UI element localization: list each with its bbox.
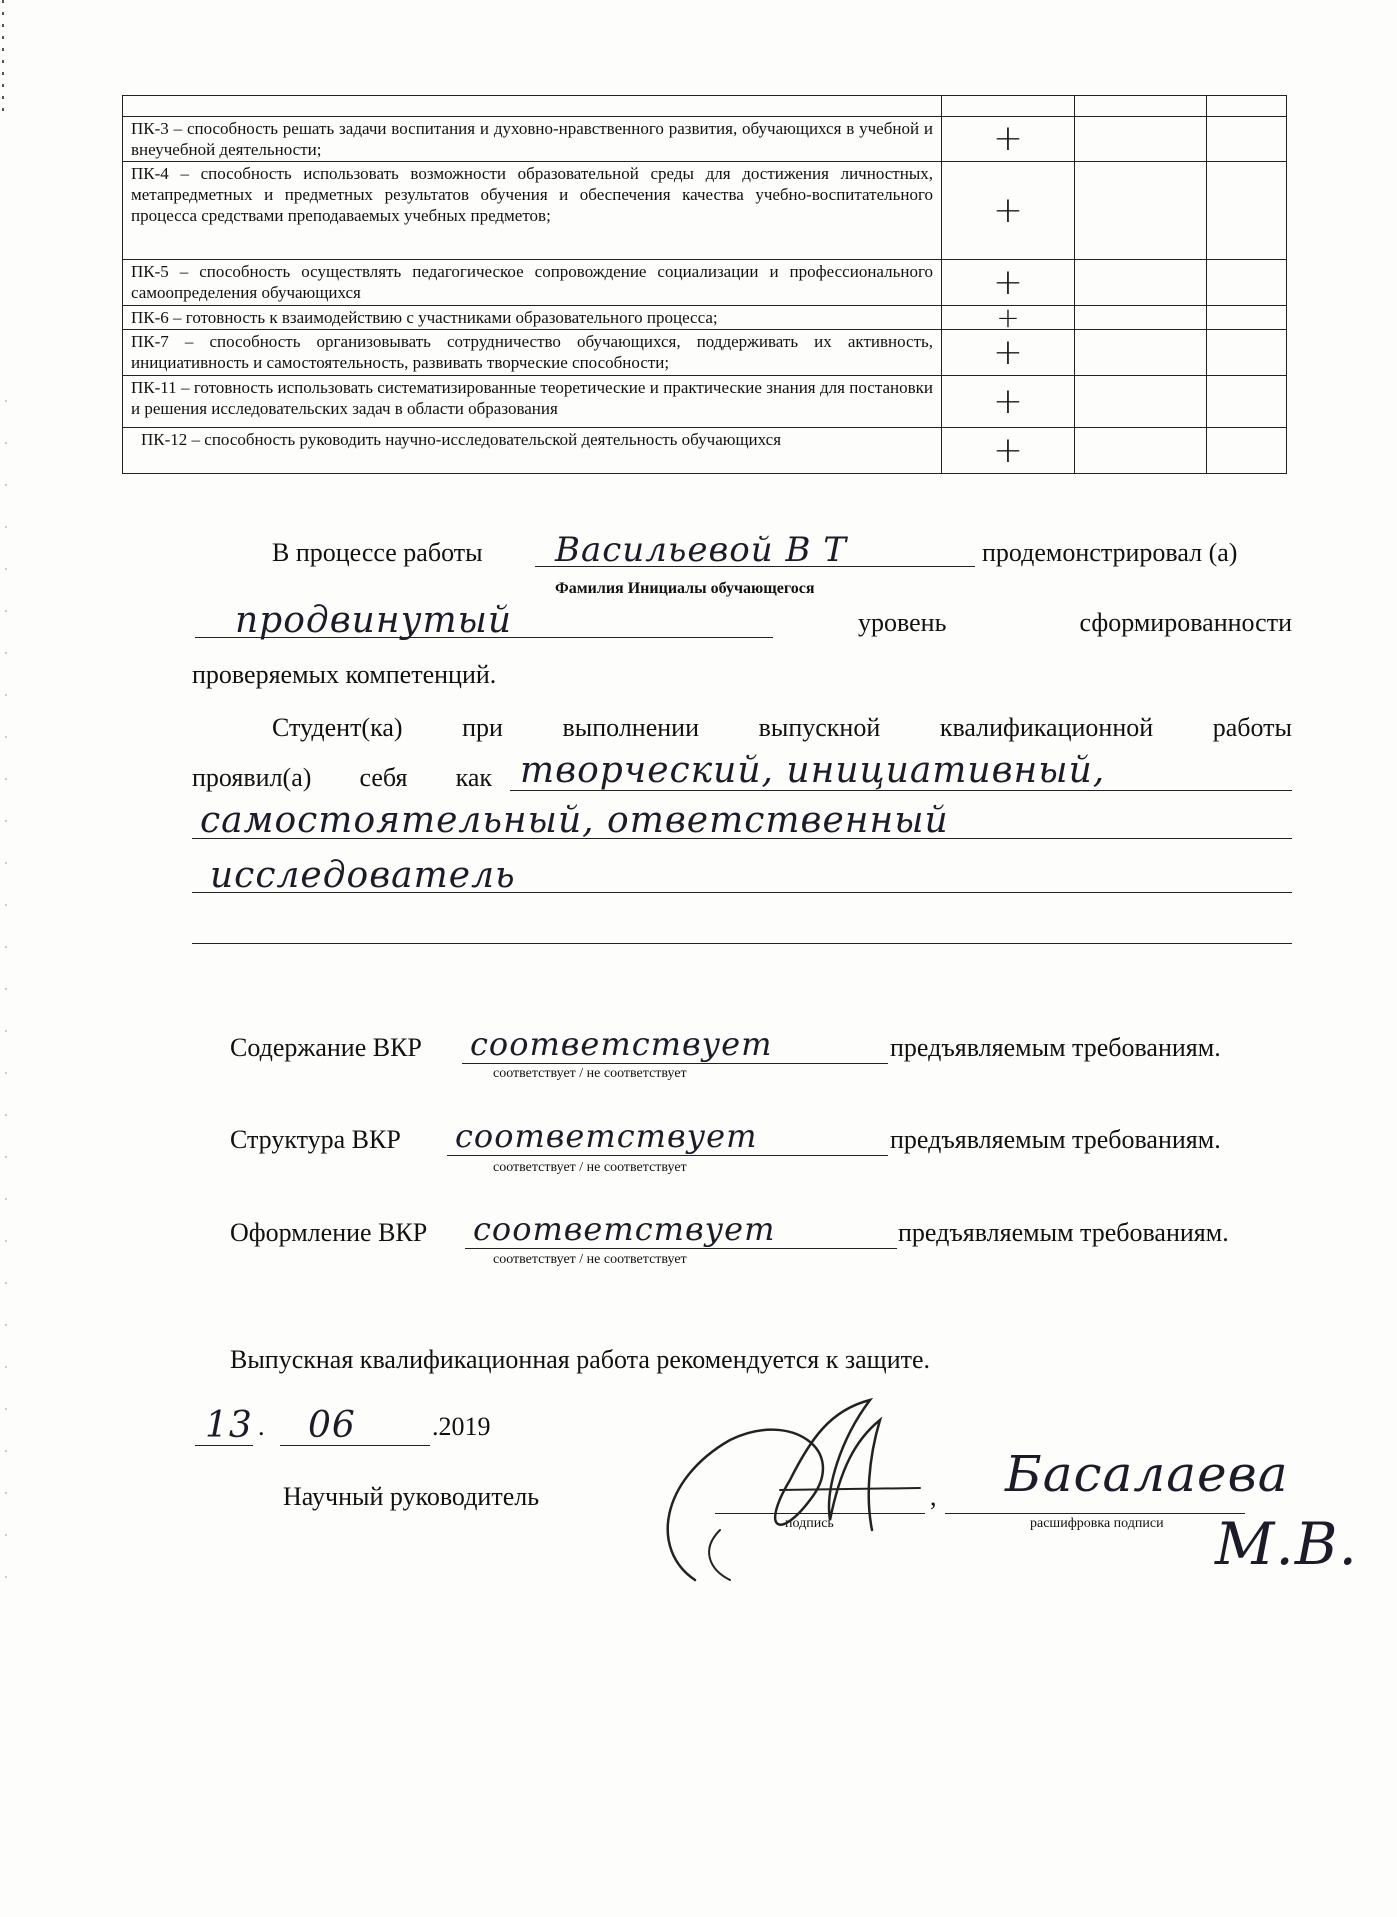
competence-table <box>122 95 1287 474</box>
competence-mark: + <box>942 306 1075 330</box>
decode-handwritten: Басалаева <box>1005 1445 1289 1503</box>
empty-cell <box>1075 306 1207 330</box>
empty-cell <box>1075 162 1207 260</box>
empty-cell <box>1075 376 1207 428</box>
content-line <box>462 1063 888 1064</box>
competence-description: ПК-7 – способность организовывать сотрудничество обучающихся, поддерживать их активность, инициативность и самостоятельность, развивать творческие способности; <box>123 330 942 376</box>
scan-edge-icon <box>0 0 14 1917</box>
empty-cell <box>1075 260 1207 306</box>
empty-cell <box>1207 330 1287 376</box>
level-suffix: уровень сформированности <box>858 608 1292 637</box>
trait-handwritten-1: творческий, инициативный, <box>520 750 1106 791</box>
empty-cell <box>1207 376 1287 428</box>
trait-handwritten-3: исследователь <box>210 855 516 896</box>
table-header-cell <box>1207 96 1287 117</box>
trait-line-4 <box>192 943 1292 944</box>
structure-suffix: предъявляемым требованиям. <box>890 1125 1221 1154</box>
competence-mark: + <box>942 330 1075 376</box>
format-value-handwritten: соответствует <box>473 1210 776 1248</box>
name-caption: Фамилия Инициалы обучающегося <box>555 580 815 597</box>
date-day-handwritten: 13 <box>205 1405 253 1446</box>
recommendation-text: Выпускная квалификационная работа рекомендуется к защите. <box>230 1345 931 1374</box>
empty-cell <box>1207 162 1287 260</box>
empty-cell <box>1207 117 1287 162</box>
student-name-handwritten: Васильевой В Т <box>555 530 847 570</box>
structure-line <box>447 1155 888 1156</box>
trait-handwritten-2: самостоятельный, ответственный <box>200 800 949 841</box>
content-label: Содержание ВКР <box>230 1033 422 1062</box>
table-header-cell <box>1075 96 1207 117</box>
student-line-2-prefix: проявил(а) себя как <box>192 763 492 792</box>
table-row <box>123 117 1287 162</box>
empty-cell <box>1207 428 1287 474</box>
format-label: Оформление ВКР <box>230 1218 428 1247</box>
competence-description: ПК-4 – способность использовать возможности образовательной среды для достижения личностных, метапредметных и предметных результатов обучения и обеспечения качества учебно-воспитательного процесса средствами преподаваемых учебных предметов; <box>123 162 942 260</box>
empty-cell <box>1075 428 1207 474</box>
competence-description: ПК-5 – способность осуществлять педагогическое сопровождение социализации и профессионального самоопределения обучающихся <box>123 260 942 306</box>
empty-cell <box>1207 260 1287 306</box>
table-row <box>123 162 1287 260</box>
competence-description: ПК-6 – готовность к взаимодействию с участниками образовательного процесса; <box>123 306 942 330</box>
competence-mark: + <box>942 117 1075 162</box>
student-line-1: Студент(ка) при выполнении выпускной квалификационной работы <box>272 713 1292 742</box>
empty-cell <box>1075 330 1207 376</box>
competence-mark: + <box>942 162 1075 260</box>
table-row <box>123 260 1287 306</box>
level-handwritten: продвинутый <box>235 600 513 641</box>
process-prefix: В процессе работы <box>272 538 483 567</box>
signature-scribble-icon <box>640 1380 970 1610</box>
competence-mark: + <box>942 260 1075 306</box>
date-year: .2019 <box>432 1412 491 1441</box>
table-header-cell <box>942 96 1075 117</box>
empty-cell <box>1075 117 1207 162</box>
table-header-row <box>123 96 1287 117</box>
decode-caption: расшифровка подписи <box>1030 1516 1164 1531</box>
content-suffix: предъявляемым требованиям. <box>890 1033 1221 1062</box>
competence-description: ПК-11 – готовность использовать систематизированные теоретические и практические знания для постановки и решения исследовательских задач в области образования <box>123 376 942 428</box>
date-separator: . <box>258 1412 265 1441</box>
competence-description: ПК-3 – способность решать задачи воспитания и духовно-нравственного развития, обучающихся в учебной и внеучебной деятельности; <box>123 117 942 162</box>
level-end: проверяемых компетенций. <box>192 660 497 689</box>
table-row <box>123 376 1287 428</box>
decode-line <box>945 1513 1245 1514</box>
empty-cell <box>1207 306 1287 330</box>
format-caption: соответствует / не соответствует <box>493 1252 687 1267</box>
table-row <box>123 306 1287 330</box>
structure-caption: соответствует / не соответствует <box>493 1160 687 1175</box>
content-caption: соответствует / не соответствует <box>493 1066 687 1081</box>
content-value-handwritten: соответствует <box>470 1025 773 1063</box>
structure-value-handwritten: соответствует <box>455 1117 758 1155</box>
competence-mark: + <box>942 428 1075 474</box>
initials-handwritten: М.В. <box>1215 1510 1358 1578</box>
structure-label: Структура ВКР <box>230 1125 401 1154</box>
process-suffix: продемонстрировал (а) <box>982 538 1238 567</box>
competence-description: ПК-12 – способность руководить научно-исследовательской деятельность обучающихся <box>123 428 942 474</box>
table-header-cell <box>123 96 942 117</box>
competence-mark: + <box>942 376 1075 428</box>
date-month-handwritten: 06 <box>308 1405 356 1446</box>
signature-comma: , <box>930 1482 937 1511</box>
table-row <box>123 428 1287 474</box>
table-row <box>123 330 1287 376</box>
signature-caption: подпись <box>785 1516 834 1531</box>
supervisor-label: Научный руководитель <box>283 1482 540 1511</box>
format-line <box>465 1248 897 1249</box>
format-suffix: предъявляемым требованиям. <box>898 1218 1229 1247</box>
